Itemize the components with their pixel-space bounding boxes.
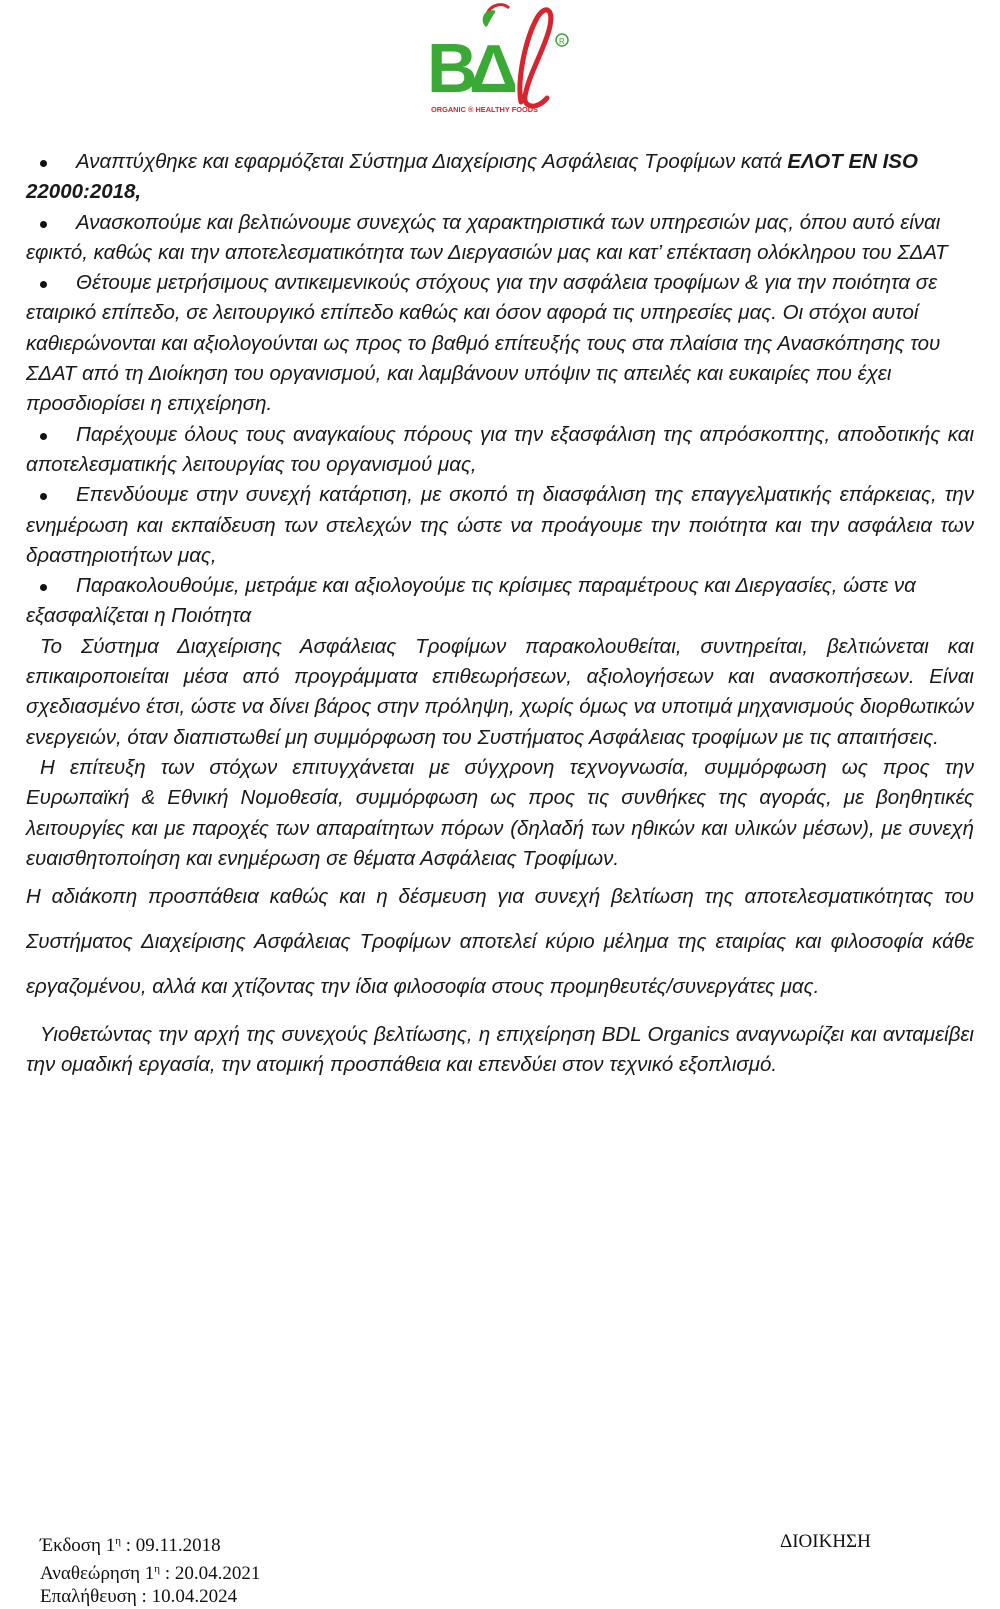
policy-item-review: Ανασκοπούμε και βελτιώνουμε συνεχώς τα χαρακτηριστικά των υπηρεσιών μας, όπου αυτό είναι εφικτό, καθώς και την αποτελεσματικότητα των Διεργασιών μας και κατ’ επέκταση ολόκληρου του ΣΔΑΤ <box>26 210 948 264</box>
svg-text:Δ: Δ <box>469 31 518 107</box>
issue-line: Έκδοση $1^\eta$ : 09.11.2018 <box>40 1535 221 1556</box>
svg-text:R: R <box>559 37 565 46</box>
policy-item-resources: Παρέχουμε όλους τους αναγκαίους πόρους για την εξασφάλιση της απρόσκοπτης, αποδοτικής και αποτελεσματικής λειτουργίας του οργανισμού μας, <box>26 422 974 476</box>
policy-paragraph-commitment: Η αδιάκοπη προσπάθεια καθώς και η δέσμευση για συνεχή βελτίωση της αποτελεσματικότητας του Συστήματος Διαχείρισης Ασφάλειας Τροφίμων αποτελεί κύριο μέλημα της εταιρίας και φιλοσοφία κάθε εργαζομένου, αλλά και χτίζοντας την ίδια φιλοσοφία στους προμηθευτές/συνεργάτες μας. <box>26 885 974 999</box>
bdl-logo <box>425 0 575 118</box>
revision-line: Αναθεώρηση $1^\eta$ : 20.04.2021 <box>40 1562 261 1584</box>
bullet-icon <box>40 584 47 591</box>
validation-line: Επαλήθευση : 10.04.2024 <box>40 1586 238 1607</box>
policy-text <box>26 147 974 1081</box>
policy-paragraph-improvement: Υιοθετώντας την αρχή της συνεχούς βελτίωσης, η επιχείρηση BDL Organics αναγνωρίζει και ανταμείβει την ομαδική εργασία, την ατομική προσπάθεια και επενδύει στον τεχνικό εξοπλισμό. <box>26 1023 974 1077</box>
bullet-icon <box>40 433 47 440</box>
signatory: ΔΙΟΙΚΗΣΗ <box>780 1531 871 1552</box>
bullet-icon <box>40 160 47 167</box>
policy-paragraph-objectives: Η επίτευξη των στόχων επιτυγχάνεται με σύγχρονη τεχνογνωσία, συμμόρφωση ως προς την Ευρωπαϊκή & Εθνική Νομοθεσία, συμμόρφωση ως προς τις συνθήκες της αγοράς, με βοηθητικές λειτουργίες και με παροχές των απαραίτητων πόρων (δηλαδή των ηθικών και υλικών μέσων), με συνεχή ευαισθητοποίηση και ενημέρωση σε θέματα Ασφάλειας Τροφίμων. <box>26 755 974 870</box>
iso-standard: ΕΛΟΤ EN ISO 22000:2018, <box>26 150 918 204</box>
policy-paragraph-system: Το Σύστημα Διαχείρισης Ασφάλειας Τροφίμων παρακολουθείται, συντηρείται, βελτιώνεται και επικαιροποιείται μέσα από προγράμματα επιθεωρήσεων, αξιολογήσεων και ανασκοπήσεων. Είναι σχεδιασμένο έτσι, ώστε να δίνει βάρος στην πρόληψη, χωρίς όμως να υποτιμά μηχανισμούς διορθωτικών ενεργειών, όταν διαπιστωθεί μη συμμόρφωση του Συστήματος Ασφάλειας τροφίμων με τις απαιτήσεις. <box>26 634 974 749</box>
bullet-icon <box>40 221 47 228</box>
policy-item-monitoring: Παρακολουθούμε, μετράμε και αξιολογούμε τις κρίσιμες παραμέτρους και Διεργασίες, ώστε να εξασφαλίζεται η Ποιότητα <box>26 574 916 628</box>
document-revision-info <box>40 1530 260 1609</box>
svg-text:ORGANIC ® HEALTHY FOODS: ORGANIC ® HEALTHY FOODS <box>431 105 539 114</box>
bullet-icon <box>40 493 47 500</box>
policy-item-objectives: Θέτουμε μετρήσιμους αντικειμενικούς στόχους για την ασφάλεια τροφίμων & για την ποιότητα σε εταιρικό επίπεδο, σε λειτουργικό επίπεδο καθώς και όσον αφορά τις υπηρεσίες μας. Οι στόχοι αυτοί καθιερώνονται και αξιολογούνται ως προς το βαθμό επίτευξής τους στα πλαίσια της Ανασκόπησης του ΣΔΑΤ από τη Διοίκηση του οργανισμού, και λαμβάνουν υπόψιν τις απειλές και ευκαιρίες που έχει προσδιορίσει η επιχείρηση. <box>26 271 941 416</box>
policy-item-training: Επενδύουμε στην συνεχή κατάρτιση, με σκοπό τη διασφάλιση της επαγγελματικής επάρκειας, την ενημέρωση και εκπαίδευση των στελεχών της ώστε να προάγουμε την ποιότητα και την ασφάλεια των δραστηριοτήτων μας, <box>26 483 974 567</box>
policy-item-iso: Αναπτύχθηκε και εφαρμόζεται Σύστημα Διαχείρισης Ασφάλειας Τροφίμων κατά ΕΛΟΤ EN ISO 22000:2018, <box>26 150 918 204</box>
bullet-icon <box>40 281 47 288</box>
svg-text:B: B <box>427 29 478 107</box>
